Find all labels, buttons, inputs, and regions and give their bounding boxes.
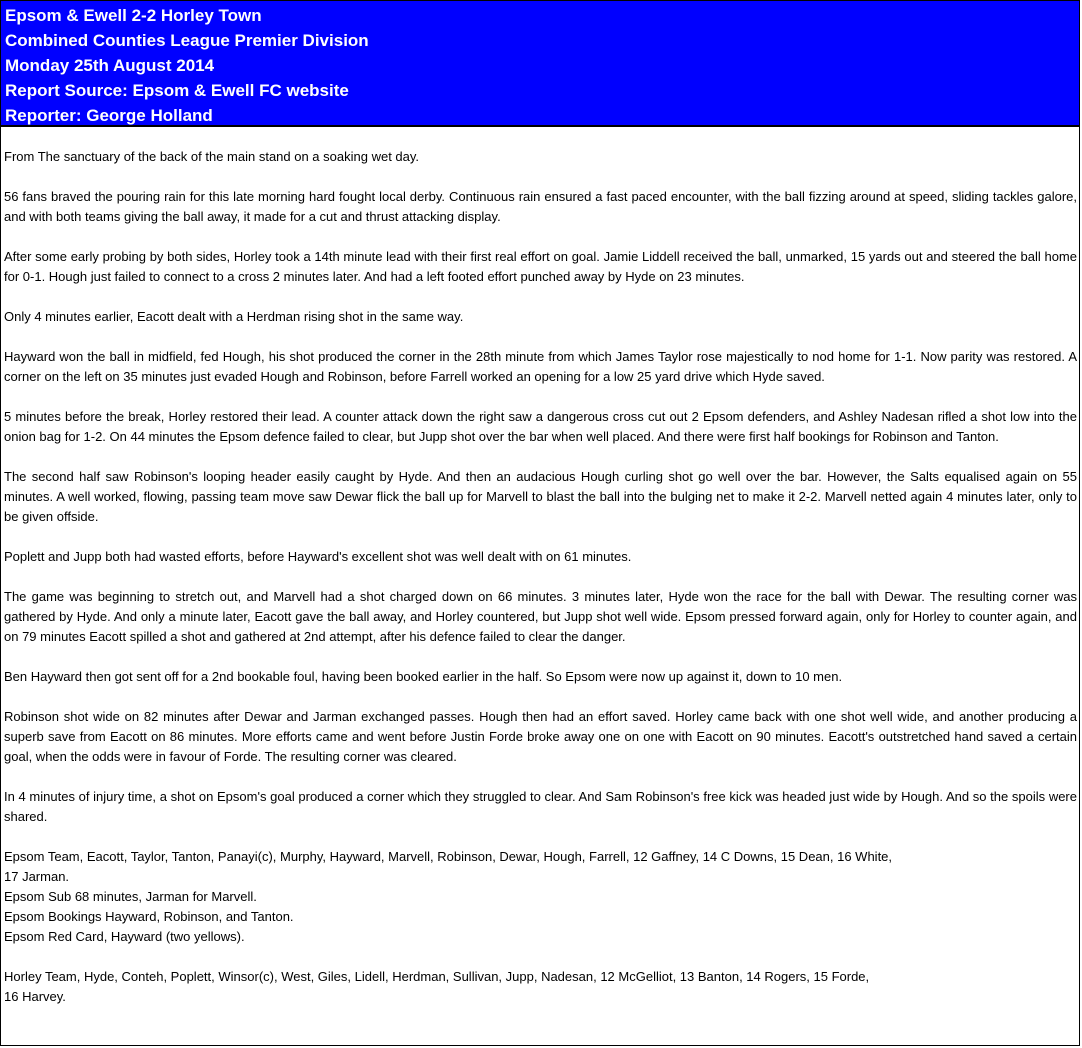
epsom-team-line: Epsom Team, Eacott, Taylor, Tanton, Panayi(c), Murphy, Hayward, Marvell, Robinson, Dewar, Hough, Farrell, 12 Gaffney, 14 C Downs, 15 Dean, 16 White, [4, 849, 893, 864]
match-date: Monday 25th August 2014 [5, 56, 215, 75]
horley-team-line: Horley Team, Hyde, Conteh, Poplett, Winsor(c), West, Giles, Lidell, Herdman, Sullivan, Jupp, Nadesan, 12 McGelliot, 13 Banton, 14 Rogers, 15 Forde, [4, 969, 870, 984]
horley-team-line: 16 Harvey. [4, 989, 66, 1004]
report-paragraph: 5 minutes before the break, Horley restored their lead. A counter attack down the right saw a dangerous cross cut out 2 Epsom defenders, and Ashley Nadesan rifled a shot low into the onion bag for 1-2. On 44 minutes the Epsom defence failed to clear, but Jupp shot over the bar when well placed. And there were first half bookings for Robinson and Tanton. [4, 409, 1077, 444]
report-paragraph: Only 4 minutes earlier, Eacott dealt with a Herdman rising shot in the same way. [4, 309, 464, 324]
reporter-name: Reporter: George Holland [5, 106, 213, 125]
epsom-team-details [4, 847, 1077, 947]
report-paragraph: Ben Hayward then got sent off for a 2nd bookable foul, having been booked earlier in the half. So Epsom were now up against it, down to 10 men. [4, 669, 843, 684]
epsom-sub-line: Epsom Sub 68 minutes, Jarman for Marvell. [4, 889, 257, 904]
report-paragraph: The game was beginning to stretch out, and Marvell had a shot charged down on 66 minutes. 3 minutes later, Hyde won the race for the ball with Dewar. The resulting corner was gathered by Hyde. And only a minute later, Eacott gave the ball away, and Horley countered, but Jupp shot well wide. Epsom pressed forward again, only for Horley to counter again, and on 79 minutes Eacott spilled a shot and gathered at 2nd attempt, after his defence failed to clear the danger. [4, 589, 1077, 644]
report-paragraph: From The sanctuary of the back of the main stand on a soaking wet day. [4, 149, 420, 164]
match-title: Epsom & Ewell 2-2 Horley Town [5, 6, 262, 25]
epsom-red-card-line: Epsom Red Card, Hayward (two yellows). [4, 929, 245, 944]
report-paragraph: The second half saw Robinson's looping header easily caught by Hyde. And then an audacious Hough curling shot go well over the bar. However, the Salts equalised again on 55 minutes. A well worked, flowing, passing team move saw Dewar flick the ball up for Marvell to blast the ball into the bulging net to make it 2-2. Marvell netted again 4 minutes later, only to be given offside. [4, 469, 1077, 524]
epsom-bookings-line: Epsom Bookings Hayward, Robinson, and Tanton. [4, 909, 294, 924]
competition-name: Combined Counties League Premier Division [5, 31, 369, 50]
report-header [1, 1, 1079, 127]
report-paragraph: After some early probing by both sides, Horley took a 14th minute lead with their first real effort on goal. Jamie Liddell received the ball, unmarked, 15 yards out and steered the ball home for 0-1. Hough just failed to connect to a cross 2 minutes later. And had a left footed effort punched away by Hyde on 23 minutes. [4, 249, 1077, 284]
report-paragraph: Hayward won the ball in midfield, fed Hough, his shot produced the corner in the 28th minute from which James Taylor rose majestically to nod home for 1-1. Now parity was restored. A corner on the left on 35 minutes just evaded Hough and Robinson, before Farrell worked an opening for a low 25 yard drive which Hyde saved. [4, 349, 1077, 384]
report-body [1, 127, 1079, 1007]
report-paragraph: Poplett and Jupp both had wasted efforts, before Hayward's excellent shot was well dealt with on 61 minutes. [4, 549, 632, 564]
report-paragraph: In 4 minutes of injury time, a shot on Epsom's goal produced a corner which they struggled to clear. And Sam Robinson's free kick was headed just wide by Hough. And so the spoils were shared. [4, 789, 1077, 824]
report-paragraph: 56 fans braved the pouring rain for this late morning hard fought local derby. Continuous rain ensured a fast paced encounter, with the ball fizzing around at speed, sliding tackles galore, and with both teams giving the ball away, it made for a cut and thrust attacking display. [4, 189, 1077, 224]
epsom-team-line: 17 Jarman. [4, 869, 70, 884]
horley-team-details [4, 967, 1077, 1007]
report-paragraph: Robinson shot wide on 82 minutes after Dewar and Jarman exchanged passes. Hough then had an effort saved. Horley came back with one shot well wide, and another producing a superb save from Eacott on 86 minutes. More efforts came and went before Justin Forde broke away one on one with Eacott on 90 minutes. Eacott's outstretched hand saved a certain goal, when the odds were in favour of Forde. The resulting corner was cleared. [4, 709, 1077, 764]
report-source: Report Source: Epsom & Ewell FC website [5, 81, 349, 100]
